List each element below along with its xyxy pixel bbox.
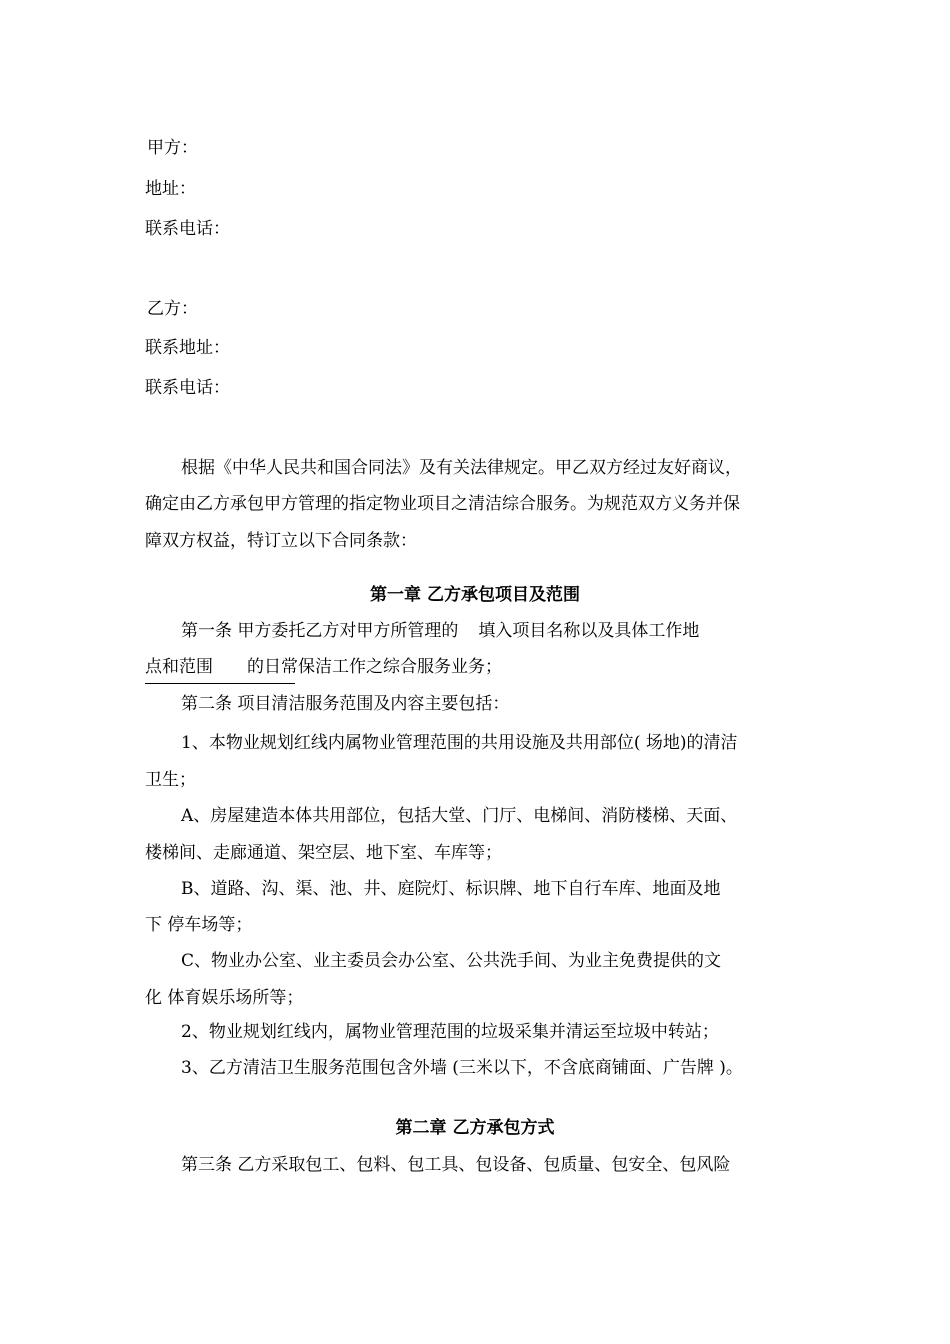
article-1-suffix: 的日常保洁工作之综合服务业务；: [247, 657, 502, 677]
item-a-line-1: A、房屋建造本体共用部位，包括大堂、门厅、电梯间、消防楼梯、天面、: [181, 806, 738, 826]
preamble-line-1: 根据《中华人民共和国合同法》及有关法律规定。甲乙双方经过友好商议，: [181, 458, 742, 478]
article-1-line-1: [181, 620, 699, 642]
item-3: 3、乙方清洁卫生服务范围包含外墙 (三米以下，不含底商铺面、广告牌 )。: [181, 1058, 743, 1078]
preamble-line-2: 确定由乙方承包甲方管理的指定物业项目之清洁综合服务。为规范双方义务并保: [145, 494, 740, 514]
party-a-name-label: 甲方：: [147, 138, 198, 158]
article-1-placeholder-part-2: 点和范围: [145, 657, 213, 677]
article-2: 第二条 项目清洁服务范围及内容主要包括：: [181, 694, 510, 714]
item-2: 2、物业规划红线内，属物业管理范围的垃圾采集并清运至垃圾中转站；: [181, 1022, 719, 1042]
item-b-line-2: 下 停车场等；: [145, 915, 253, 935]
chapter-2-title: 第二章 乙方承包方式: [395, 1118, 555, 1138]
item-1-line-2: 卫生；: [145, 770, 196, 790]
party-b-name-label: 乙方：: [147, 299, 198, 319]
party-a-phone-label: 联系电话：: [145, 219, 230, 239]
article-1-line-2: [145, 656, 502, 678]
party-a-address-label: 地址：: [145, 179, 196, 199]
chapter-1-title: 第一章 乙方承包项目及范围: [370, 585, 580, 605]
article-1-placeholder-part-1: 填入项目名称以及具体工作地: [478, 621, 700, 641]
article-3: 第三条 乙方采取包工、包料、包工具、包设备、包质量、包安全、包风险: [181, 1155, 731, 1175]
item-b-line-1: B、道路、沟、渠、池、井、庭院灯、标识牌、地下自行车库、地面及地: [181, 879, 721, 899]
placeholder-underline: [145, 683, 295, 684]
item-c-line-1: C、物业办公室、业主委员会办公室、公共洗手间、为业主免费提供的文: [181, 951, 722, 971]
item-1-line-1: 1、本物业规划红线内属物业管理范围的共用设施及共用部位( 场地)的清洁: [181, 733, 738, 753]
article-1-prefix: 第一条 甲方委托乙方对甲方所管理的: [181, 621, 459, 641]
item-a-line-2: 楼梯间、走廊通道、架空层、地下室、车库等；: [145, 843, 502, 863]
item-c-line-2: 化 体育娱乐场所等；: [145, 988, 304, 1008]
preamble-line-3: 障双方权益，特订立以下合同条款：: [145, 531, 417, 551]
party-b-address-label: 联系地址：: [145, 338, 230, 358]
party-b-phone-label: 联系电话：: [145, 378, 230, 398]
